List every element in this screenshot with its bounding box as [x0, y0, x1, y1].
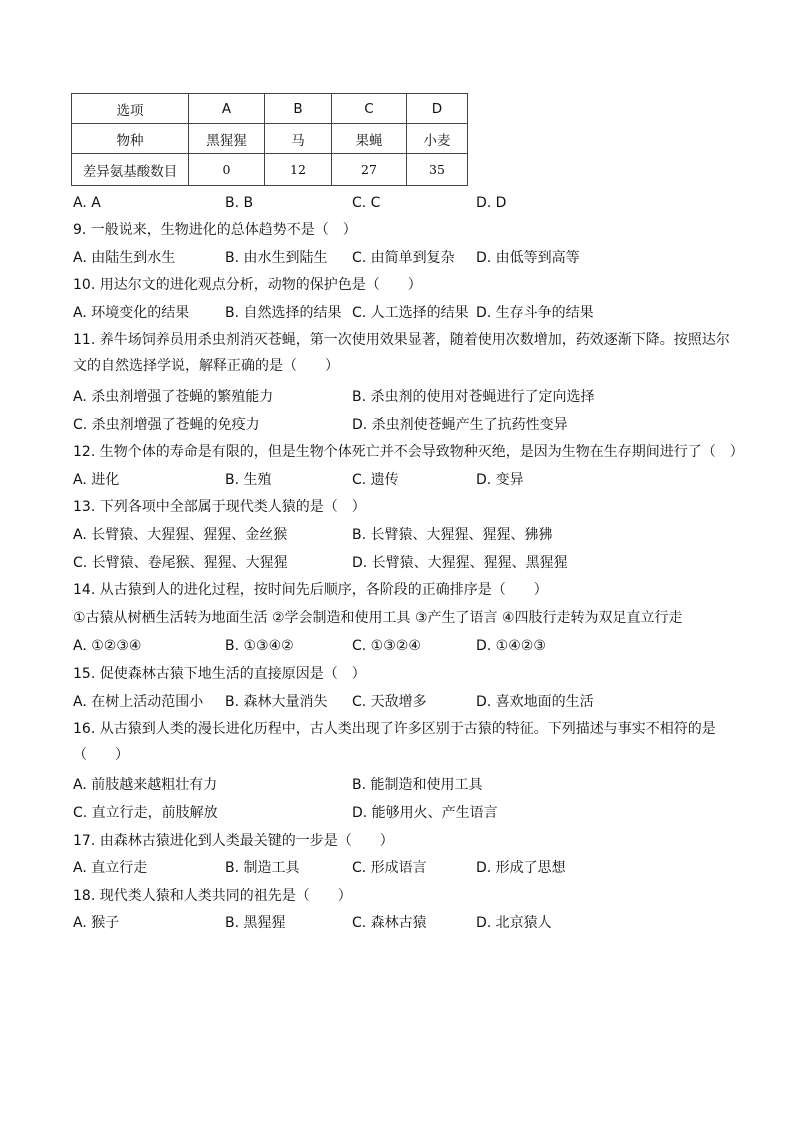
- question-stem: 10. 用达尔文的进化观点分析，动物的保护色是（ ）: [73, 277, 422, 293]
- option-b[interactable]: B. 自然选择的结果: [225, 305, 342, 321]
- option-c[interactable]: C. 人工选择的结果: [352, 305, 469, 321]
- amino-acid-table: [71, 93, 468, 186]
- option-b[interactable]: B. 长臂猿、大猩猩、猩猩、狒狒: [352, 527, 553, 543]
- table-cell: 选项: [72, 94, 189, 124]
- option-a[interactable]: A. ①②③④: [73, 638, 142, 654]
- table-cell: A: [189, 94, 265, 124]
- table-cell: 果蝇: [332, 124, 407, 154]
- table-row: [72, 124, 468, 154]
- option-c[interactable]: C. C: [352, 195, 381, 211]
- option-b[interactable]: B. 生殖: [225, 472, 272, 488]
- option-d[interactable]: D. 能够用火、产生语言: [352, 805, 498, 821]
- table-cell: 黑猩猩: [189, 124, 265, 154]
- option-a[interactable]: A. A: [73, 195, 101, 211]
- table-cell: 马: [265, 124, 332, 154]
- option-b[interactable]: B. ①③④②: [225, 638, 294, 654]
- table-cell: 差异氨基酸数目: [72, 154, 189, 186]
- option-c[interactable]: C. 由简单到复杂: [352, 250, 455, 266]
- option-a[interactable]: A. 环境变化的结果: [73, 305, 190, 321]
- option-d[interactable]: D. 喜欢地面的生活: [476, 694, 594, 710]
- table-cell: 35: [407, 154, 468, 186]
- table-cell: B: [265, 94, 332, 124]
- option-a[interactable]: A. 杀虫剂增强了苍蝇的繁殖能力: [73, 389, 274, 405]
- option-b[interactable]: B. 能制造和使用工具: [352, 777, 483, 793]
- option-a[interactable]: A. 直立行走: [73, 860, 148, 876]
- option-a[interactable]: A. 由陆生到水生: [73, 250, 176, 266]
- option-c[interactable]: C. 直立行走，前肢解放: [73, 805, 218, 821]
- option-d[interactable]: D. 形成了思想: [476, 860, 566, 876]
- table-cell: 0: [189, 154, 265, 186]
- table-cell: 27: [332, 154, 407, 186]
- question-stem: 16. 从古猿到人类的漫长进化历程中，古人类出现了许多区别于古猿的特征。下列描述与事实不相符的是: [73, 721, 716, 737]
- table-cell: 12: [265, 154, 332, 186]
- question-stem: 13. 下列各项中全部属于现代类人猿的是（ ）: [73, 499, 366, 515]
- option-c[interactable]: C. 遗传: [352, 472, 399, 488]
- table-header-row: [72, 94, 468, 124]
- option-d[interactable]: D. 北京猿人: [476, 915, 552, 931]
- option-b[interactable]: B. 森林大量消失: [225, 694, 328, 710]
- option-b[interactable]: B. 由水生到陆生: [225, 250, 328, 266]
- option-c[interactable]: C. ①③②④: [352, 638, 421, 654]
- option-c[interactable]: C. 天敌增多: [352, 694, 427, 710]
- question-stem: 17. 由森林古猿进化到人类最关键的一步是（ ）: [73, 833, 394, 849]
- option-c[interactable]: C. 杀虫剂增强了苍蝇的免疫力: [73, 417, 260, 433]
- option-d[interactable]: D. 杀虫剂使苍蝇产生了抗药性变异: [352, 417, 568, 433]
- option-d[interactable]: D. 长臂猿、大猩猩、猩猩、黑猩猩: [352, 555, 568, 571]
- option-b[interactable]: B. 杀虫剂的使用对苍蝇进行了定向选择: [352, 389, 595, 405]
- question-stem-continued: 文的自然选择学说，解释正确的是（ ）: [73, 358, 339, 374]
- question-stem: 15. 促使森林古猿下地生活的直接原因是（ ）: [73, 666, 366, 682]
- table-cell: C: [332, 94, 407, 124]
- question-stem: 11. 养牛场饲养员用杀虫剂消灭苍蝇，第一次使用效果显著，随着使用次数增加，药效逐渐下降。按照达尔: [73, 332, 730, 348]
- question-stem: 12. 生物个体的寿命是有限的，但是生物个体死亡并不会导致物种灭绝，是因为生物在生存期间进行了（ ）: [73, 444, 744, 460]
- table-cell: 小麦: [407, 124, 468, 154]
- option-b[interactable]: B. B: [225, 195, 254, 211]
- option-a[interactable]: A. 进化: [73, 472, 120, 488]
- option-a[interactable]: A. 前肢越来越粗壮有力: [73, 777, 218, 793]
- question-stem: 9. 一般说来，生物进化的总体趋势不是（ ）: [73, 222, 357, 238]
- option-d[interactable]: D. ①④②③: [476, 638, 546, 654]
- question-stem: 14. 从古猿到人的进化过程，按时间先后顺序，各阶段的正确排序是（ ）: [73, 582, 548, 598]
- option-a[interactable]: A. 在树上活动范围小: [73, 694, 204, 710]
- option-d[interactable]: D. 由低等到高等: [476, 250, 580, 266]
- option-c[interactable]: C. 森林古猿: [352, 915, 427, 931]
- option-d[interactable]: D. D: [476, 195, 507, 211]
- option-c[interactable]: C. 形成语言: [352, 860, 427, 876]
- option-a[interactable]: A. 长臂猿、大猩猩、猩猩、金丝猴: [73, 527, 288, 543]
- table-cell: D: [407, 94, 468, 124]
- option-a[interactable]: A. 猴子: [73, 915, 120, 931]
- question-sub-list: ①古猿从树栖生活转为地面生活 ②学会制造和使用工具 ③产生了语言 ④四肢行走转为双足直立行走: [73, 610, 683, 626]
- question-stem-continued: （ ）: [73, 747, 129, 763]
- table-row: [72, 154, 468, 186]
- question-stem: 18. 现代类人猿和人类共同的祖先是（ ）: [73, 888, 352, 904]
- option-b[interactable]: B. 制造工具: [225, 860, 300, 876]
- option-d[interactable]: D. 变异: [476, 472, 524, 488]
- table-cell: 物种: [72, 124, 189, 154]
- option-c[interactable]: C. 长臂猿、卷尾猴、猩猩、大猩猩: [73, 555, 288, 571]
- option-b[interactable]: B. 黑猩猩: [225, 915, 286, 931]
- option-d[interactable]: D. 生存斗争的结果: [476, 305, 594, 321]
